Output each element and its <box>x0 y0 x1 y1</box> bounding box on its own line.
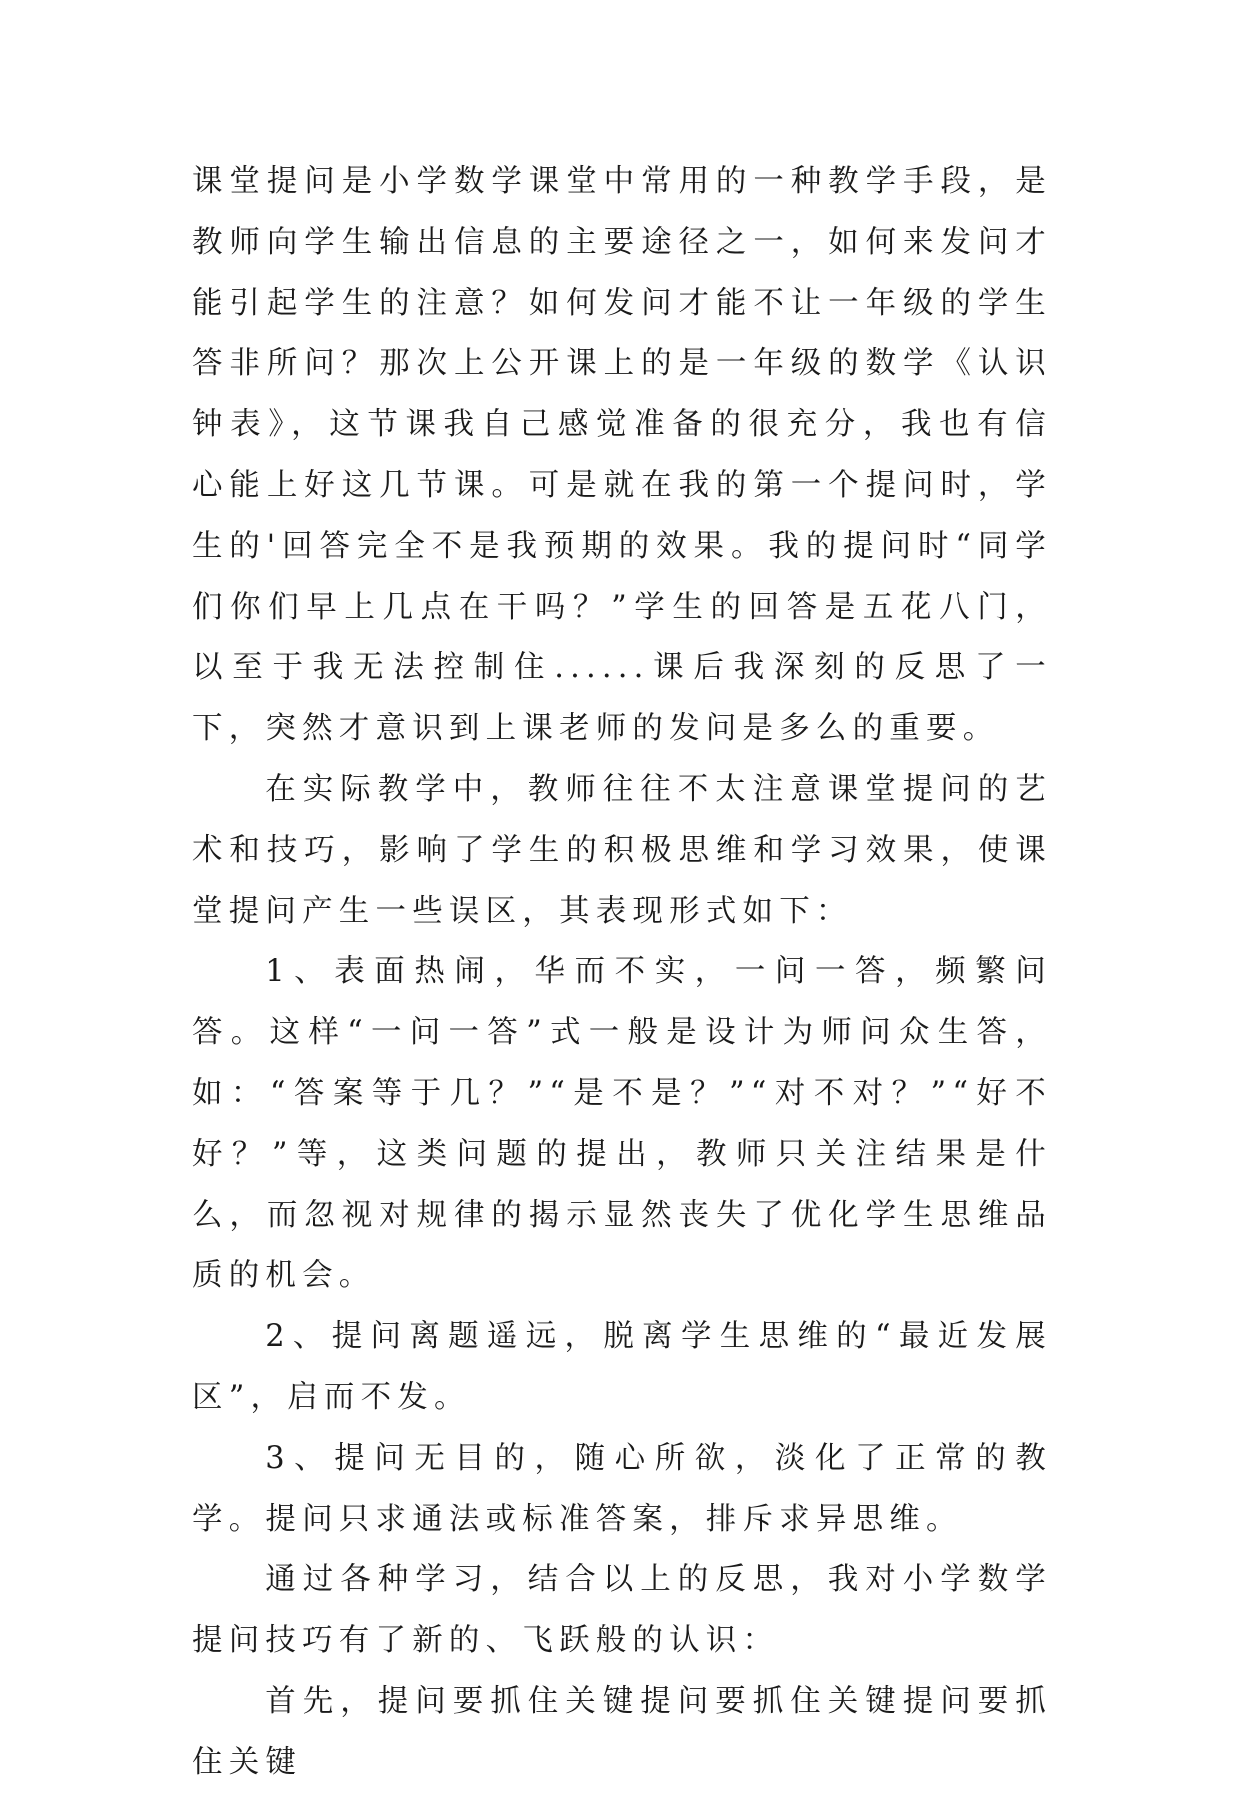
paragraph-point-1: 1、表面热闹，华而不实，一问一答，频繁问答。这样“一问一答”式一般是设计为师问众生答，如：“答案等于几？”“是不是？”“对不对？”“好不好？”等，这类问题的提出，教师只关注结果是什么，而忽视对规律的揭示显然丧失了优化学生思维品质的机会。 <box>192 954 1052 1294</box>
document-body <box>192 152 1052 1794</box>
paragraph-first-key: 首先，提问要抓住关键提问要抓住关键提问要抓住关键 <box>192 1683 1052 1780</box>
paragraph-misconceptions: 在实际教学中，教师往往不太注意课堂提问的艺术和技巧，影响了学生的积极思维和学习效果，使课堂提问产生一些误区，其表现形式如下： <box>192 771 1052 929</box>
paragraph-intro: 课堂提问是小学数学课堂中常用的一种教学手段，是教师向学生输出信息的主要途径之一，如何来发问才能引起学生的注意？如何发问才能不让一年级的学生答非所问？那次上公开课上的是一年级的数学《认识钟表》，这节课我自己感觉准备的很充分，我也有信心能上好这几节课。可是就在我的第一个提问时，学生的'回答完全不是我预期的效果。我的提问时“同学们你们早上几点在干吗？”学生的回答是五花八门，以至于我无法控制住......课后我深刻的反思了一下，突然才意识到上课老师的发问是多么的重要。 <box>192 164 1052 747</box>
paragraph-reflection: 通过各种学习，结合以上的反思，我对小学数学提问技巧有了新的、飞跃般的认识： <box>192 1562 1052 1659</box>
paragraph-point-2: 2、提问离题遥远，脱离学生思维的“最近发展区”，启而不发。 <box>192 1319 1052 1415</box>
paragraph-point-3: 3、提问无目的，随心所欲，淡化了正常的教学。提问只求通法或标准答案，排斥求异思维。 <box>192 1440 1052 1537</box>
